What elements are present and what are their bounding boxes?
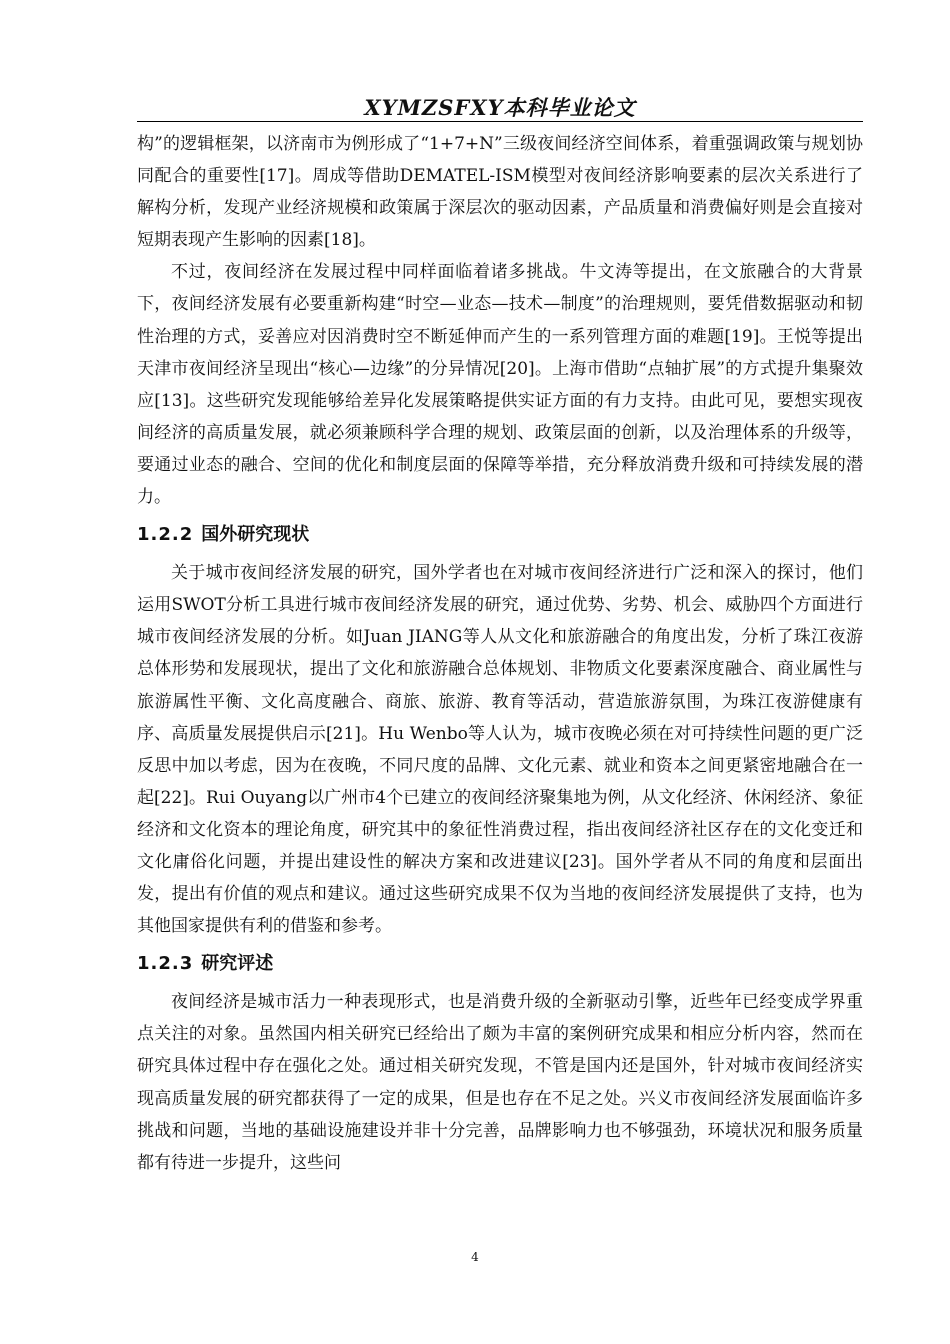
header-divider [137, 121, 863, 122]
section-number: 1.2.2 [137, 524, 194, 546]
section-number: 1.2.3 [137, 953, 194, 975]
page-header-title: XYMZSFXY本科毕业论文 [364, 95, 636, 120]
section-heading-1-2-2 [137, 513, 863, 557]
paragraph-challenges: 不过，夜间经济在发展过程中同样面临着诸多挑战。牛文涛等提出，在文旅融合的大背景下，夜间经济发展有必要重新构建“时空—业态—技术—制度”的治理规则，要凭借数据驱动和韧性治理的方式，妥善应对因消费时空不断延伸而产生的一系列管理方面的难题[19]。王悦等提出天津市夜间经济呈现出“核心—边缘”的分异情况[20]。上海市借助“点轴扩展”的方式提升集聚效应[13]。这些研究发现能够给差异化发展策略提供实证方面的有力支持。由此可见，要想实现夜间经济的高质量发展，就必须兼顾科学合理的规划、政策层面的创新，以及治理体系的升级等，要通过业态的融合、空间的优化和制度层面的保障等举措，充分释放消费升级和可持续发展的潜力。 [137, 262, 863, 508]
paragraph-continued: 构”的逻辑框架，以济南市为例形成了“1+7+N”三级夜间经济空间体系，着重强调政策与规划协同配合的重要性[17]。周成等借助DEMATEL-ISM模型对夜间经济影响要素的层次关系进行了解构分析，发现产业经济规模和政策属于深层次的驱动因素，产品质量和消费偏好则是会直接对短期表现产生影响的因素[18]。 [137, 134, 863, 251]
paragraph-foreign-research: 关于城市夜间经济发展的研究，国外学者也在对城市夜间经济进行广泛和深入的探讨，他们运用SWOT分析工具进行城市夜间经济发展的研究，通过优势、劣势、机会、威胁四个方面进行城市夜间经济发展的分析。如Juan JIANG等人从文化和旅游融合的角度出发，分析了珠江夜游总体形势和发展现状，提出了文化和旅游融合总体规划、非物质文化要素深度融合、商业属性与旅游属性平衡、文化高度融合、商旅、旅游、教育等活动，营造旅游氛围，为珠江夜游健康有序、高质量发展提供启示[21]。Hu Wenbo等人认为，城市夜晚必须在对可持续性问题的更广泛反思中加以考虑，因为在夜晚，不同尺度的品牌、文化元素、就业和资本之间更紧密地融合在一起[22]。Rui Ouyang以广州市4个已建立的夜间经济聚集地为例，从文化经济、休闲经济、象征经济和文化资本的理论角度，研究其中的象征性消费过程，指出夜间经济社区存在的文化变迁和文化庸俗化问题，并提出建设性的解决方案和改进建议[23]。国外学者从不同的角度和层面出发，提出有价值的观点和建议。通过这些研究成果不仅为当地的夜间经济发展提供了支持，也为其他国家提供有利的借鉴和参考。 [137, 563, 863, 937]
section-title: 国外研究现状 [201, 524, 310, 546]
page-number: 4 [471, 1250, 479, 1264]
section-title: 研究评述 [201, 953, 274, 975]
paragraph-review: 夜间经济是城市活力一种表现形式，也是消费升级的全新驱动引擎，近些年已经变成学界重点关注的对象。虽然国内相关研究已经给出了颇为丰富的案例研究成果和相应分析内容，然而在研究具体过程中存在强化之处。通过相关研究发现，不管是国内还是国外，针对城市夜间经济实现高质量发展的研究都获得了一定的成果，但是也存在不足之处。兴义市夜间经济发展面临许多挑战和问题，当地的基础设施建设并非十分完善，品牌影响力也不够强劲，环境状况和服务质量都有待进一步提升，这些问 [137, 992, 863, 1173]
section-heading-1-2-3 [137, 942, 863, 986]
document-body [137, 128, 863, 1179]
